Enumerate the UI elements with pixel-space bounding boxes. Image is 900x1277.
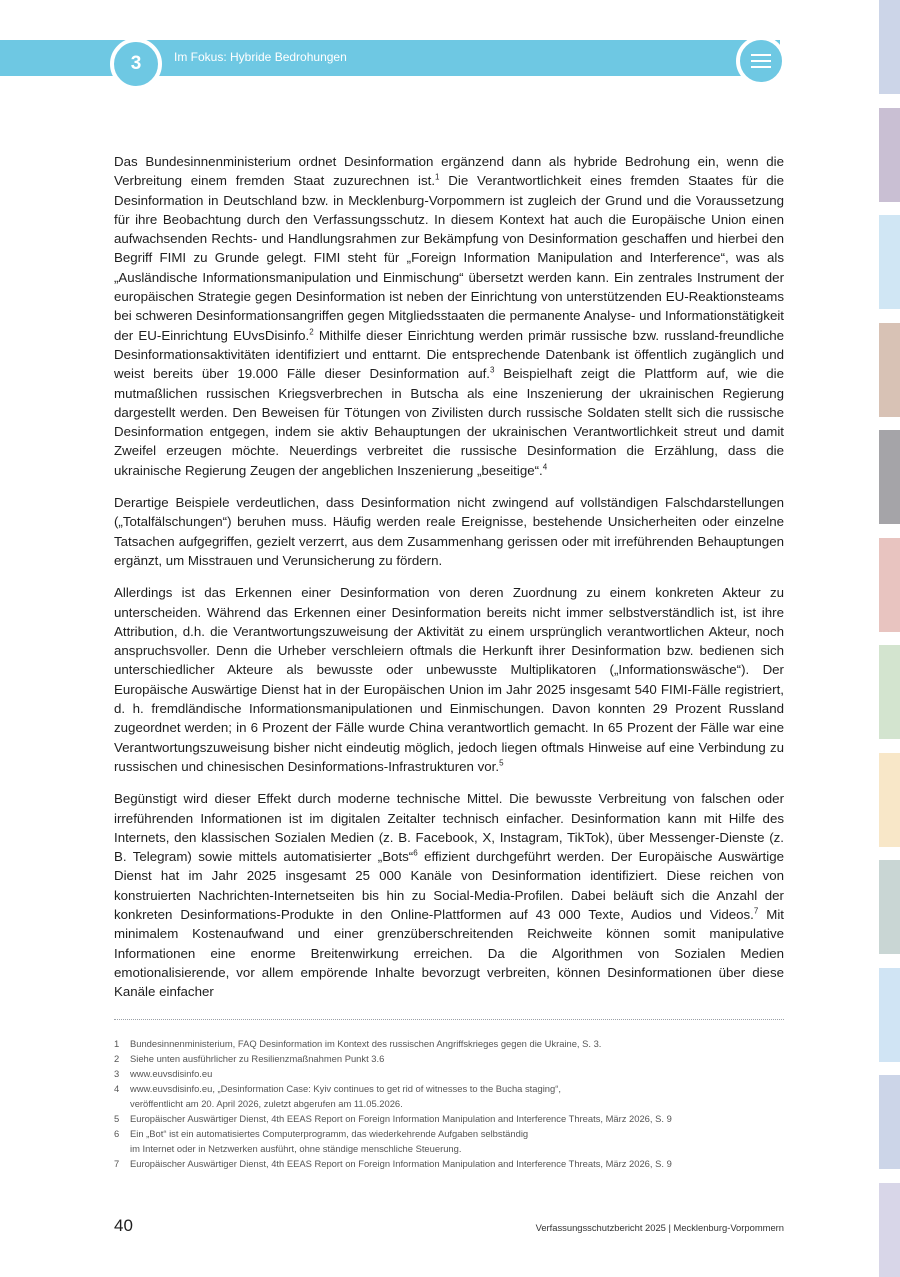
footnote-number: 1 (114, 1038, 120, 1049)
chapter-tab-11[interactable] (879, 1075, 900, 1169)
footnote-number: 3 (114, 1068, 120, 1079)
footnote-ref[interactable]: 6 (413, 848, 418, 858)
chapter-tab-1[interactable] (879, 0, 900, 94)
paragraph-text: Beispielhaft zeigt die Plattform auf, wie die mutmaßlichen russischen Kriegsverbrechen in Butscha als eine Inszenierung der ukrainischen Regierung dargestellt werden. Den Beweisen für Tötungen von Zivilisten durch russische Soldaten stellt sich die russische Desinformation entgegen, indem sie aktiv Behauptungen der ukrainischen Verantwortlichkeit streut und damit Zweifel erzeugen möchte. Neuerdings verbreitet die russische Desinformation die Erzählung, dass die ukrainische Regierung Zeugen der angeblichen Inszenierung „beseitige“. (114, 366, 784, 478)
publication-footer: Verfassungsschutzbericht 2025 | Mecklenburg-Vorpommern (535, 1222, 784, 1233)
paragraph (114, 583, 784, 776)
footnote-number: 4 (114, 1083, 120, 1094)
footnote-number: 6 (114, 1128, 120, 1139)
footnote-number: 7 (114, 1158, 120, 1169)
paragraph-text: Begünstigt wird dieser Effekt durch moderne technische Mittel. Die bewusste Verbreitung von falschen oder irreführenden Informationen ist im digitalen Zeitalter technisch einfacher. Desinformation kann mit Hilfe des Internets, den klassischen Sozialen Medien (z. B. Facebook, X, Instagram, TikTok), über Messenger-Dienste (z. B. Telegram) sowie mittels automatisierter „Bots“ (114, 791, 784, 865)
chapter-tab-10[interactable] (879, 968, 900, 1062)
chapter-tab-7[interactable] (879, 645, 900, 739)
paragraph (114, 493, 784, 570)
chapter-tab-3[interactable] (879, 215, 900, 309)
page-number: 40 (114, 1216, 133, 1235)
footnote (114, 1156, 784, 1171)
footnote (114, 1126, 784, 1156)
footnote-number: 2 (114, 1053, 120, 1064)
chapter-title: Im Fokus: Hybride Bedrohungen (174, 50, 347, 64)
paragraph-text: Mit minimalem Kostenaufwand und einer grenzüberschreitenden Reichweite können somit manipulative Informationen eine enorme Breitenwirkung erreichen. Da die Algorithmen von Sozialen Medien emotionalisierende, vor allem empörende Inhalte bevorzugt verbreiten, können Desinformationen über diese Kanäle einfacher (114, 906, 785, 1000)
footnote-number: 5 (114, 1113, 120, 1124)
footnote-line: www.euvsdisinfo.eu, „Desinformation Case: Kyiv continues to get rid of witnesses to the Bucha staging“, (130, 1083, 561, 1094)
footnote-text (130, 1126, 784, 1156)
footnote-text (130, 1036, 784, 1051)
footnote-text (130, 1066, 784, 1081)
footnote-text (130, 1051, 784, 1066)
footnote (114, 1051, 784, 1066)
hamburger-menu-icon (751, 54, 771, 68)
footnote-text (130, 1111, 784, 1126)
chapter-number: 3 (130, 53, 142, 74)
paragraph-text: Allerdings ist das Erkennen einer Desinformation von deren Zuordnung zu einem konkreten Akteur zu unterscheiden. Während das Erkennen einer Desinformation bereits nicht immer selbstverständlich ist, ist ihre Attribution, d.h. die Verantwortungszuweisung der Aktivität zu einem ursprünglich verantwortlichen Akteur, noch anspruchsvoller. Denn die Urheber verschleiern oftmals die Herkunft ihrer Desinformation bzw. bedienen sich unterschiedlicher Akteure als bewusste oder unbewusste Multiplikatoren („Informationswäsche“). Der Europäische Auswärtige Dienst hat in der Europäischen Union im Jahr 2025 insgesamt 540 FIMI-Fälle registriert, d. h. fremdländische Informationsmanipulationen und Einmischungen. Davon konnten 29 Prozent Russland zugeordnet werden; in 6 Prozent der Fälle wurde China verantwortlich gemacht. In 65 Prozent der Fälle war eine Verantwortungszuweisung bisher nicht eindeutig möglich, jedoch liegen oftmals Hinweise auf eine Verbindung zu russischen und chinesischen Desinformations-Infrastrukturen vor. (114, 585, 784, 774)
footnote-text (130, 1081, 784, 1111)
footnote-ref[interactable]: 5 (499, 758, 504, 768)
footnotes (114, 1036, 784, 1171)
footnote-line: Europäischer Auswärtiger Dienst, 4th EEAS Report on Foreign Information Manipulation and Interference Threats, März 2026, S. 9 (130, 1158, 672, 1169)
chapter-side-tabs (879, 0, 900, 1272)
chapter-tab-12[interactable] (879, 1183, 900, 1277)
footnote-line: www.euvsdisinfo.eu (130, 1068, 213, 1079)
footnote-line: im Internet oder in Netzwerken ausführt, ohne ständige menschliche Steuerung. (130, 1143, 462, 1154)
main-text (114, 152, 784, 1014)
chapter-tab-6[interactable] (879, 538, 900, 632)
paragraph-text: Das Bundesinnenministerium ordnet Desinformation ergänzend dann als hybride Bedrohung ein, wenn die Verbreitung einem fremden Staat zuzurechnen ist. (114, 154, 784, 189)
footnote (114, 1066, 784, 1081)
footnote-ref[interactable]: 4 (542, 462, 548, 472)
paragraph-text: Die Verantwortlichkeit eines fremden Staates für die Desinformation in Deutschland bzw. in Mecklenburg-Vorpommern ist zugleich der Grund und die Voraussetzung für ihre Beobachtung durch den Verfassungsschutz. In diesem Kontext hat auch die Europäische Union einen aufwachsenden Rechts- und Handlungsrahmen zur Bekämpfung von Desinformation geschaffen und hierbei den Begriff FIMI zu Grunde gelegt. FIMI steht für „Foreign Information Manipulation and Interference“, was als „Ausländische Informationsmanipulation und Einmischung“ übersetzt werden kann. Ein zentrales Instrument der europäischen Strategie gegen Desinformation ist neben der Einrichtung von unterstützenden EU-Reaktionsteams bei schweren Desinformationsangriffen gegen Mitgliedsstaaten die permanente Analyse- und Informationstätigkeit der EU-Einrichtung EUvsDisinfo. (114, 173, 784, 343)
chapter-number-badge (110, 38, 162, 90)
footnote-line: Ein „Bot“ ist ein automatisiertes Computerprogramm, das wiederkehrende Aufgaben selbständig (130, 1128, 529, 1139)
footnote-separator (114, 1019, 784, 1020)
chapter-tab-8[interactable] (879, 753, 900, 847)
chapter-tab-2[interactable] (879, 108, 900, 202)
footnote-line: Bundesinnenministerium, FAQ Desinformation im Kontext des russischen Angriffskrieges gegen die Ukraine, S. 3. (130, 1038, 602, 1049)
menu-button[interactable] (736, 36, 786, 86)
chapter-tab-4[interactable] (879, 323, 900, 417)
footnote-ref[interactable]: 7 (753, 906, 759, 916)
paragraph (114, 789, 784, 1001)
paragraph-text: effizient durchgeführt werden. Der Europäische Auswärtige Dienst hat im Jahr 2025 insgesamt 25 000 Kanäle von Desinformation identifiziert. Diese reichen von konstruierten Nachrichten-Internetseiten bis hin zu Social-Media-Profilen. Dabei beläuft sich die Anzahl der konkreten Desinformations-Produkte in den Online-Plattformen auf 43 000 Texte, Audios und Videos. (114, 849, 784, 922)
footnote-ref[interactable]: 3 (490, 365, 495, 375)
chapter-tab-9[interactable] (879, 860, 900, 954)
footnote-ref[interactable]: 1 (435, 172, 440, 182)
chapter-tab-5[interactable] (879, 430, 900, 524)
footnote-line: Siehe unten ausführlicher zu Resilienzmaßnahmen Punkt 3.6 (130, 1053, 385, 1064)
paragraph-text: Mithilfe dieser Einrichtung werden primär russische bzw. russland-freundliche Desinformationsaktivitäten identifiziert und enttarnt. Die entsprechende Datenbank ist öffentlich zugänglich und weist bereits über 19.000 Fälle dieser Desinformation auf. (114, 327, 784, 382)
footnote-text (130, 1156, 784, 1171)
paragraph-text: Derartige Beispiele verdeutlichen, dass Desinformation nicht zwingend auf vollständigen Falschdarstellungen („Totalfälschungen“) beruhen muss. Häufig werden reale Ereignisse, bestehende Unsicherheiten oder einzelne Tatsachen aufgegriffen, gezielt verzerrt, aus dem Zusammenhang gerissen oder mit irreführenden Behauptungen ergänzt, um Misstrauen und Verunsicherung zu fördern. (114, 495, 784, 568)
paragraph (114, 152, 784, 480)
footnote (114, 1081, 784, 1111)
footnote-line: Europäischer Auswärtiger Dienst, 4th EEAS Report on Foreign Information Manipulation and Interference Threats, März 2026, S. 9 (130, 1113, 672, 1124)
footnote-ref[interactable]: 2 (309, 327, 314, 337)
footnote-line: veröffentlicht am 20. April 2026, zuletzt abgerufen am 11.05.2026. (130, 1098, 403, 1109)
footnote (114, 1036, 784, 1051)
footnote (114, 1111, 784, 1126)
